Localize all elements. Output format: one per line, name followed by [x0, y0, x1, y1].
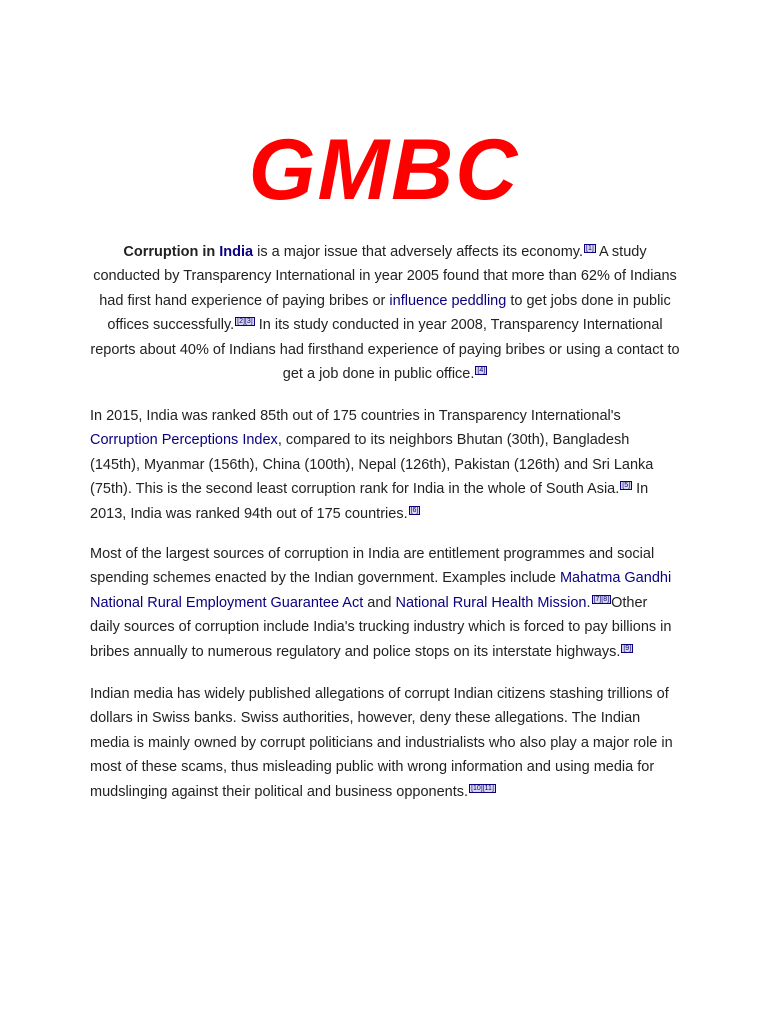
paragraph-media: [90, 682, 680, 804]
bold-lead: Corruption in: [123, 244, 216, 260]
citation-ref[interactable]: [10][11]: [471, 784, 494, 792]
text-span: Most of the largest sources of corruption in India are entitlement programmes and social spending schemes enacted by the Indian government. Examples include: [90, 546, 655, 587]
text-span: A study conducted by Transparency International in year 2005 found that more than 62% of Indians had first hand experience of paying bribes or: [93, 244, 677, 309]
text-span: Indian media has widely published allegations of corrupt Indian citizens stashing trillions of dollars in Swiss banks. Swiss authorities, however, deny these allegations. The Indian media is mainly owned by corrupt politicians and industrialists who also play a major role in most of these scams, thus misleading public with wrong information and using media for mudslinging against their political and business opponents.: [90, 686, 673, 800]
text-span: In its study conducted in year 2008, Transparency International reports about 40% of Indians had firsthand experience of paying bribes or using a contact to get a job done in public office.: [90, 317, 680, 383]
link-nrhm[interactable]: National Rural Health Mission: [395, 594, 587, 611]
paragraph-ranking: [90, 404, 680, 526]
link-influence-peddling[interactable]: influence peddling: [389, 292, 507, 309]
link-corruption-perceptions-index[interactable]: Corruption Perceptions Index: [90, 432, 278, 449]
citation-ref[interactable]: [5]: [622, 482, 631, 490]
paragraph-sources: [90, 542, 680, 664]
text-span: to get jobs done in public offices successfully.: [107, 292, 671, 334]
text-span: is a major issue that adversely affects its economy.: [253, 244, 583, 260]
text-span: and: [363, 594, 396, 611]
citation-ref[interactable]: [2][3]: [237, 318, 253, 326]
text-span: .: [586, 594, 591, 611]
text-span: , compared to its neighbors Bhutan (30th), Bangladesh (145th), Myanmar (156th), China (100th), Nepal (126th), Pakistan (126th) and Sri Lanka (75th). This is the second least corruption rank for India in the whole of South Asia.: [90, 432, 654, 498]
citation-ref[interactable]: [7][8]: [593, 595, 610, 603]
citation-ref[interactable]: [4]: [477, 367, 486, 375]
citation-ref[interactable]: [9]: [623, 644, 632, 652]
text-span: In 2013, India was ranked 94th out of 175 countries.: [90, 481, 649, 522]
citation-ref[interactable]: [6]: [410, 506, 419, 514]
text-span: In 2015, India was ranked 85th out of 175 countries in Transparency International's: [90, 408, 621, 424]
link-india[interactable]: India: [219, 244, 254, 260]
link-nrega[interactable]: Mahatma Gandhi National Rural Employment Guarantee Act: [90, 570, 672, 611]
page-title: GMBC: [248, 122, 520, 218]
text-span: Other daily sources of corruption include India's trucking industry which is forced to pay billions in bribes annually to numerous regulatory and police stops on its interstate highways.: [90, 594, 672, 660]
citation-ref[interactable]: [1]: [586, 245, 594, 252]
paragraph-intro: [90, 240, 680, 386]
